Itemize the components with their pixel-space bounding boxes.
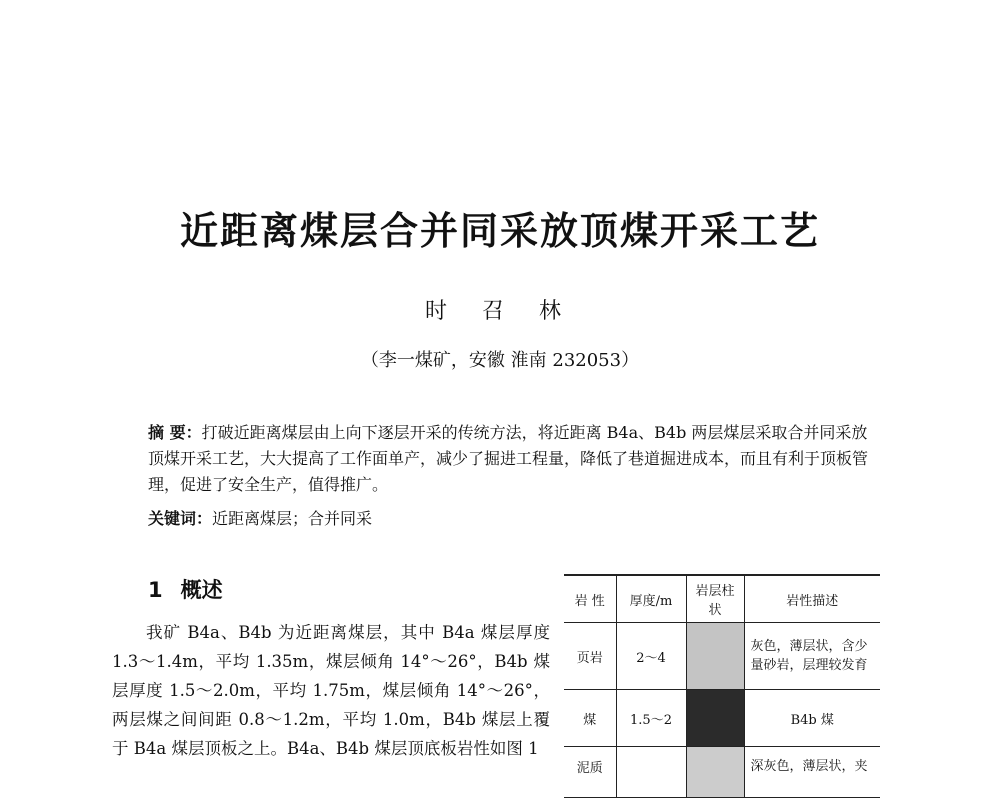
abstract-label: 摘 要： [148, 423, 202, 442]
section-heading [148, 574, 223, 604]
section-title: 概述 [180, 578, 223, 602]
thickness-cell [616, 747, 686, 798]
shale-column-pattern [686, 623, 744, 690]
abstract [148, 420, 870, 498]
header-thickness: 厚度/m [616, 575, 686, 623]
thickness-cell: 2～4 [616, 623, 686, 690]
header-column-section: 岩层柱状 [686, 575, 744, 623]
section-number: 1 [148, 578, 163, 602]
abstract-text: 打破近距离煤层由上向下逐层开采的传统方法，将近距离 B4a、B4b 两层煤层采取合并同采放顶煤开采工艺，大大提高了工作面单产，减少了掘进工程量，降低了巷道掘进成本，而且有利于顶板管理，促进了安全生产，值得推广。 [148, 423, 869, 494]
keywords [148, 506, 870, 532]
strata-table [564, 574, 880, 798]
header-description: 岩性描述 [744, 575, 880, 623]
table-row [564, 623, 880, 690]
author-affiliation: （李一煤矿，安徽 淮南 232053） [360, 350, 640, 371]
mudstone-column-pattern [686, 747, 744, 798]
description-cell: B4b 煤 [744, 690, 880, 747]
table-row [564, 747, 880, 798]
keywords-label: 关键词： [148, 509, 213, 528]
rock-type-cell: 煤 [564, 690, 616, 747]
rock-type-cell: 泥质 [564, 747, 616, 798]
table-row [564, 690, 880, 747]
rock-type-cell: 页岩 [564, 623, 616, 690]
description-cell: 深灰色，薄层状，夹 [744, 747, 880, 798]
paper-title: 近距离煤层合并同采放顶煤开采工艺 [179, 209, 820, 253]
description-cell: 灰色，薄层状，含少量砂岩，层理较发育 [744, 623, 880, 690]
keywords-text: 近距离煤层；合并同采 [212, 509, 373, 528]
section-body-text: 我矿 B4a、B4b 为近距离煤层，其中 B4a 煤层厚度 1.3～1.4m，平均 1.35m，煤层倾角 14°～26°，B4b 煤层厚度 1.5～2.0m，平均 1.75m，煤层倾角 14°～26°，两层煤之间间距 0.8～1.2m，平均 1.0m，B4b 煤层上覆于 B4a 煤层顶板之上。B4a、B4b 煤层顶底板岩性如图 1 [112, 623, 550, 758]
author-name: 时 召 林 [425, 299, 575, 324]
strata-table-header-row [564, 575, 880, 623]
header-rock-type: 岩 性 [564, 575, 616, 623]
coal-column-pattern [686, 690, 744, 747]
thickness-cell: 1.5～2 [616, 690, 686, 747]
